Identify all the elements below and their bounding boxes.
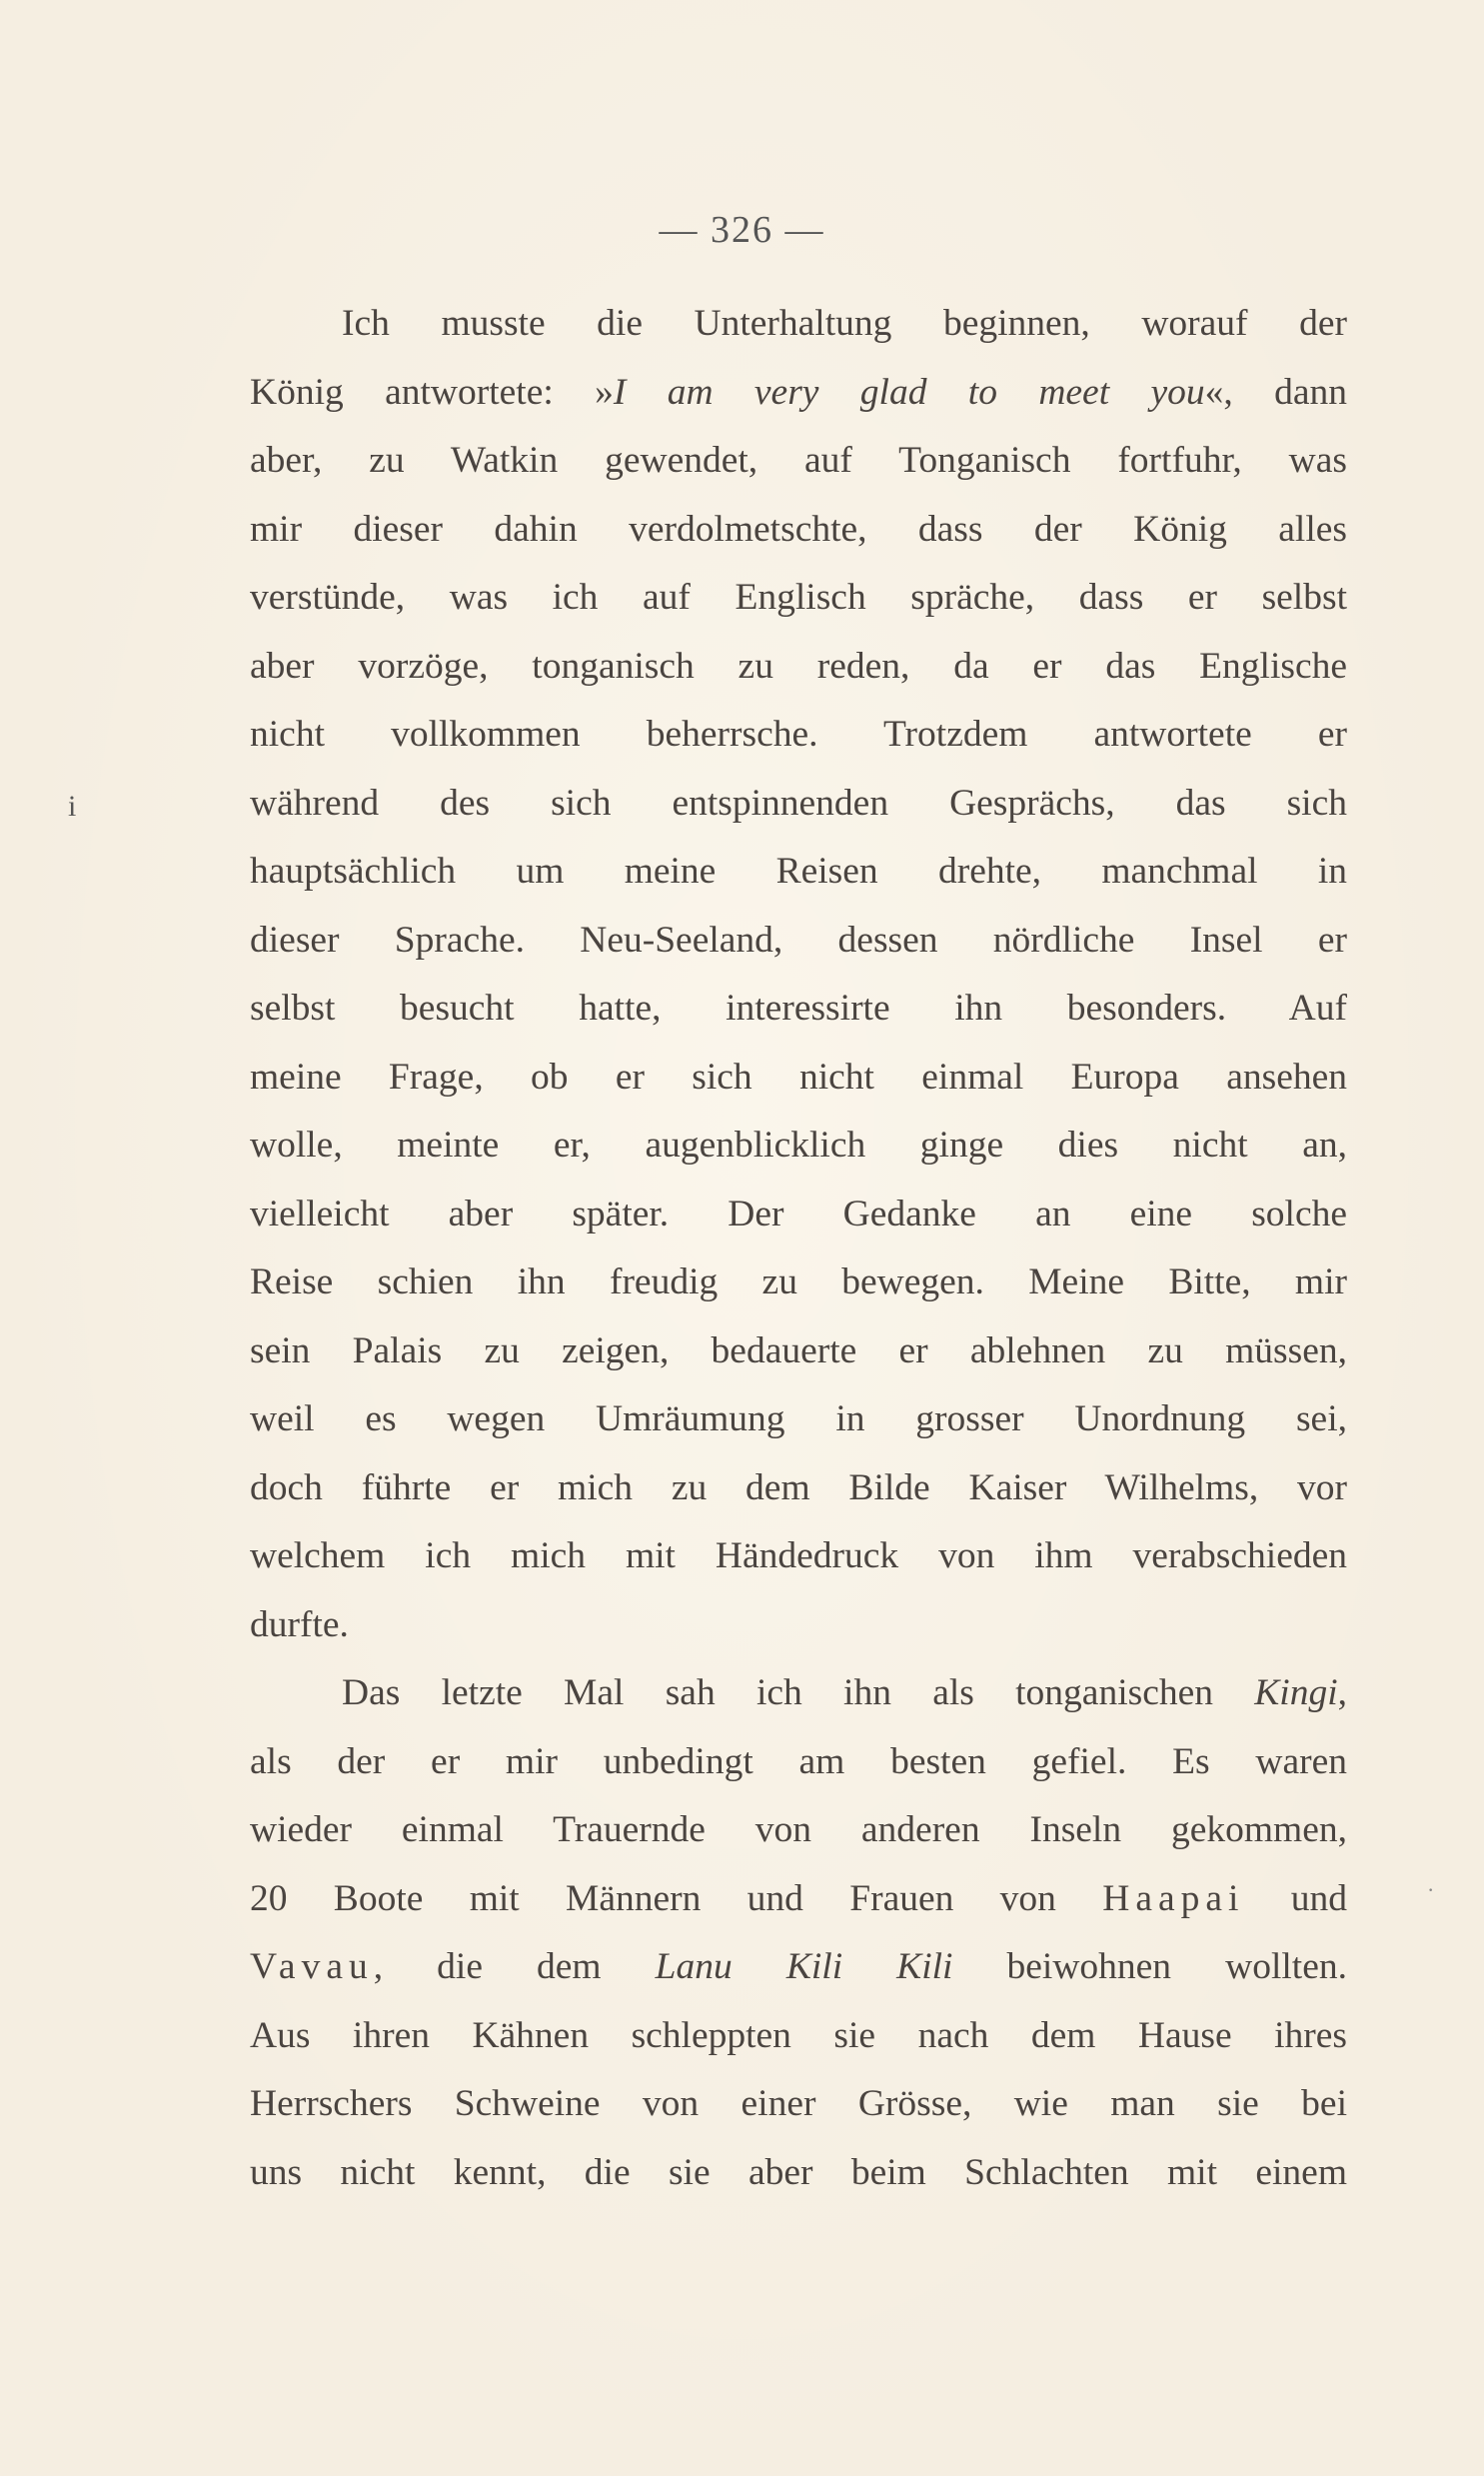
spaced-place-name: Haapai — [1102, 1877, 1245, 1919]
text-line: aber vorzöge, tonganisch zu reden, da er das Englische — [250, 645, 1347, 687]
body-text — [250, 290, 1347, 2207]
text-line: sein Palais zu zeigen, bedauerte er ablehnen zu müssen, — [250, 1329, 1347, 1371]
text-line: welchem ich mich mit Händedruck von ihm verabschieden — [250, 1535, 1347, 1576]
text-line: während des sich entspinnenden Gesprächs, das sich — [250, 782, 1347, 824]
text-line: hauptsächlich um meine Reisen drehte, manchmal in — [250, 851, 1347, 892]
quoted-english: I am very glad to meet you — [613, 371, 1205, 413]
text-line — [250, 1865, 1347, 1934]
text-span: König antwortete: » — [250, 371, 614, 413]
margin-mark: i — [68, 790, 77, 823]
text-line: meine Frage, ob er sich nicht einmal Europa ansehen — [250, 1056, 1347, 1098]
text-line: Ich musste die Unterhaltung beginnen, worauf der — [342, 303, 1347, 344]
text-span: 20 Boote mit Männern und Frauen von — [250, 1877, 1103, 1919]
text-line — [250, 1659, 1347, 1728]
text-line: Reise schien ihn freudig zu bewegen. Meine Bitte, mir — [250, 1261, 1347, 1302]
text-span: «, dann — [1204, 371, 1347, 413]
spaced-place-name: Vavau — [250, 1946, 374, 1987]
text-line: uns nicht kennt, die sie aber beim Schlachten mit einem — [250, 2151, 1347, 2193]
text-line: nicht vollkommen beherrsche. Trotzdem antwortete er — [250, 714, 1347, 755]
text-line: Herrschers Schweine von einer Grösse, wie man sie bei — [250, 2083, 1347, 2124]
text-line: doch führte er mich zu dem Bilde Kaiser Wilhelms, vor — [250, 1466, 1347, 1508]
text-line: Aus ihren Kähnen schleppten sie nach dem Hause ihres — [250, 2014, 1347, 2056]
text-span: und — [1244, 1877, 1347, 1919]
text-line — [250, 359, 1347, 428]
text-line: verstünde, was ich auf Englisch spräche, dass er selbst — [250, 577, 1347, 618]
italic-term: Kingi — [1254, 1672, 1338, 1713]
margin-dot: · — [1427, 1877, 1435, 1902]
italic-term: Lanu Kili Kili — [655, 1946, 953, 1987]
text-line: wolle, meinte er, augenblicklich ginge dies nicht an, — [250, 1125, 1347, 1166]
text-span: beiwohnen wollten. — [952, 1946, 1347, 1987]
text-line — [250, 1933, 1347, 2002]
text-span: , die dem — [373, 1946, 656, 1987]
text-line: wieder einmal Trauernde von anderen Inseln gekommen, — [250, 1809, 1347, 1850]
text-span: , — [1337, 1672, 1347, 1713]
text-line: als der er mir unbedingt am besten gefiel. Es waren — [250, 1740, 1347, 1782]
text-line: durfte. — [250, 1603, 349, 1645]
page-number: — 326 — — [659, 209, 825, 251]
text-line: mir dieser dahin verdolmetschte, dass der König alles — [250, 508, 1347, 550]
text-line: weil es wegen Umräumung in grosser Unordnung sei, — [250, 1398, 1347, 1439]
text-line: vielleicht aber später. Der Gedanke an eine solche — [250, 1193, 1347, 1235]
text-line: aber, zu Watkin gewendet, auf Tonganisch fortfuhr, was — [250, 440, 1347, 481]
text-span: Das letzte Mal sah ich ihn als tonganischen — [342, 1672, 1255, 1713]
text-line: dieser Sprache. Neu-Seeland, dessen nördliche Insel er — [250, 919, 1347, 961]
text-line: selbst besucht hatte, interessirte ihn besonders. Auf — [250, 988, 1347, 1029]
